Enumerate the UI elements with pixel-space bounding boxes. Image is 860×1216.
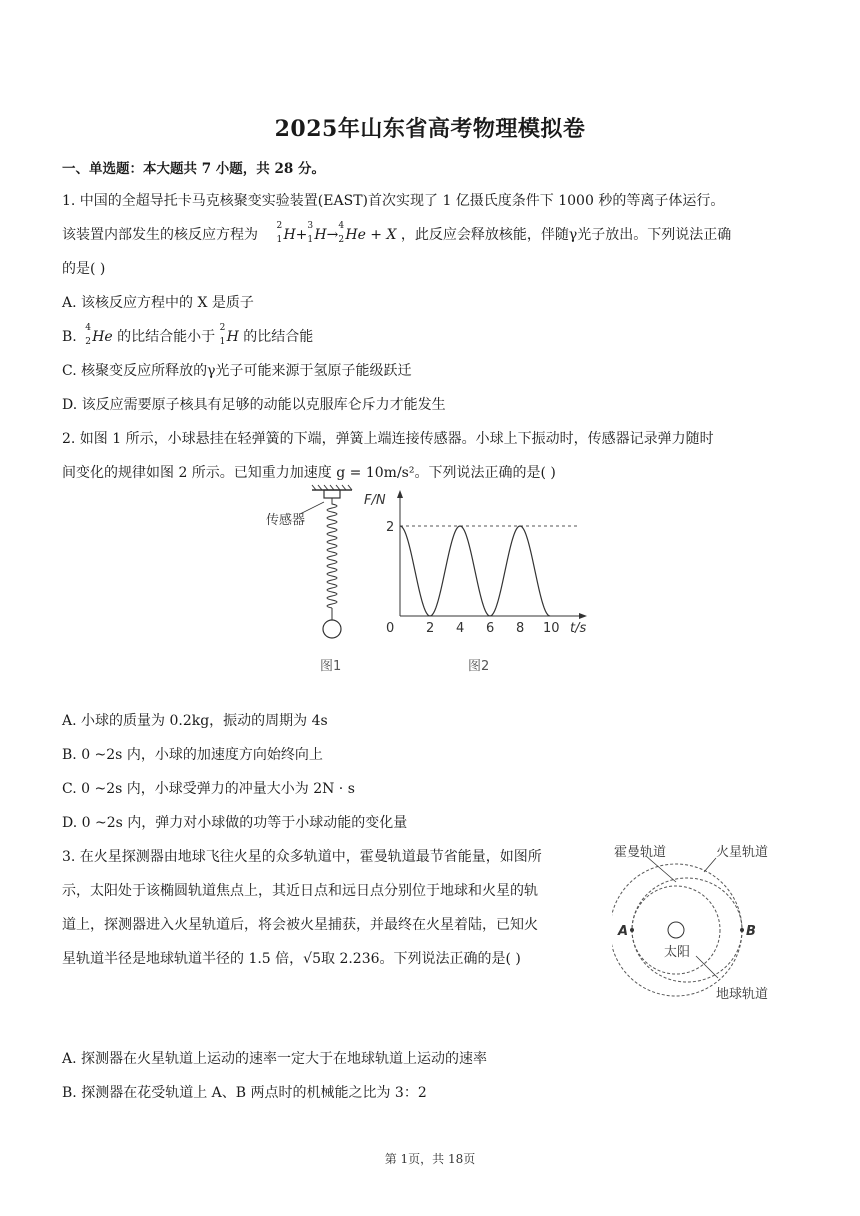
- q2-option-d: D. 0 ~2s 内，弹力对小球做的功等于小球动能的变化量: [62, 815, 408, 831]
- q1-option-b-mid: 的比结合能小于: [117, 329, 216, 345]
- helium-nucleus: 4 2 He: [85, 323, 113, 347]
- q1-stem-line2-b: ，此反应会释放核能，伴随γ光子放出。下列说法正确: [400, 227, 732, 243]
- q1-option-d: D. 该反应需要原子核具有足够的动能以克服库仑斥力才能发生: [62, 397, 446, 413]
- sensor-label: 传感器: [266, 513, 306, 528]
- fig1-caption: 图1: [320, 659, 342, 674]
- x-axis-arrow: [579, 613, 587, 619]
- y-tick-label: 2: [386, 520, 395, 535]
- mars-orbit-label: 火星轨道: [716, 845, 769, 860]
- y-axis-label: F/N: [364, 493, 386, 508]
- point-a: [630, 928, 634, 932]
- x-axis-label: t/s: [570, 621, 587, 636]
- page-title: 2025年山东省高考物理模拟卷: [274, 116, 586, 142]
- q1-option-a: A. 该核反应方程中的 X 是质子: [62, 295, 254, 311]
- section-heading: 一、单选题：本大题共 7 小题，共 28 分。: [62, 161, 325, 177]
- q1-stem-line1: 1. 中国的全超导托卡马克核聚变实验装置(EAST)首次实现了 1 亿摄氏度条件下 1000 秒的等离子体运行。: [62, 193, 725, 209]
- x-tick-label: 4: [456, 621, 465, 636]
- q3-stem-line4: 星轨道半径是地球轨道半径的 1.5 倍，√5取 2.236。下列说法正确的是( ): [62, 951, 521, 967]
- q3-option-b: B. 探测器在花受轨道上 A、B 两点时的机械能之比为 3：2: [62, 1085, 427, 1101]
- point-b-label: B: [746, 924, 756, 939]
- q1-stem-line3: 的是( ): [62, 261, 106, 277]
- deuterium-nucleus: 2 1 H: [219, 323, 239, 347]
- x-tick-label: 8: [516, 621, 525, 636]
- hohmann-orbit: [632, 878, 742, 982]
- q3-stem-line1: 3. 在火星探测器由地球飞往火星的众多轨道中，霍曼轨道最节省能量，如图所: [62, 849, 542, 865]
- point-a-label: A: [618, 924, 629, 939]
- q2-figures: [260, 484, 600, 680]
- q1-option-b-end: 的比结合能: [243, 329, 314, 345]
- page-footer: 第 1页，共 18页: [384, 1152, 476, 1166]
- force-time-chart: [364, 490, 587, 674]
- point-b: [740, 928, 744, 932]
- q1-stem-line2-a: 该装置内部发生的核反应方程为: [62, 227, 258, 243]
- q1-equation: 2 1 H+ 3 1 H→ 4 2 He + X: [276, 221, 401, 245]
- x-tick-label: 6: [486, 621, 495, 636]
- q1-option-b: [62, 323, 314, 347]
- hohmann-orbit-figure: [612, 838, 812, 1010]
- q1-option-b-label: B.: [62, 329, 77, 345]
- x-tick-label: 10: [543, 621, 560, 636]
- x-tick-label: 2: [426, 621, 435, 636]
- q2-option-b: B. 0 ~2s 内，小球的加速度方向始终向上: [62, 747, 323, 763]
- force-curve: [400, 526, 550, 616]
- q3-stem-line2: 示，太阳处于该椭圆轨道焦点上，其近日点和远日点分别位于地球和火星的轨: [62, 883, 538, 899]
- q2-stem-line2: 间变化的规律如图 2 所示。已知重力加速度 g = 10m/s²。下列说法正确的是( ): [62, 465, 556, 481]
- q3-option-a: A. 探测器在火星轨道上运动的速率一定大于在地球轨道上运动的速率: [62, 1051, 488, 1067]
- sun-label: 太阳: [664, 945, 691, 960]
- fig2-caption: 图2: [468, 659, 490, 674]
- q3-stem-line3: 道上，探测器进入火星轨道后，将会被火星捕获，并最终在火星着陆，已知火: [62, 917, 538, 933]
- q2-stem-line1: 2. 如图 1 所示，小球悬挂在轻弹簧的下端，弹簧上端连接传感器。小球上下振动时，传感器记录弹力随时: [62, 431, 714, 447]
- y-axis-arrow: [397, 490, 403, 498]
- q2-option-a: A. 小球的质量为 0.2kg，振动的周期为 4s: [62, 713, 328, 729]
- q2-option-c: C. 0 ~2s 内，小球受弹力的冲量大小为 2N · s: [62, 781, 355, 797]
- earth-orbit-label: 地球轨道: [716, 987, 769, 1002]
- q1-stem-line2: [62, 221, 732, 245]
- q1-option-c: C. 核聚变反应所释放的γ光子可能来源于氢原子能级跃迁: [62, 363, 412, 379]
- hohmann-orbit-label: 霍曼轨道: [614, 845, 667, 860]
- spring-figure: [266, 485, 352, 674]
- sun: [668, 922, 684, 938]
- x-tick-label: 0: [386, 621, 395, 636]
